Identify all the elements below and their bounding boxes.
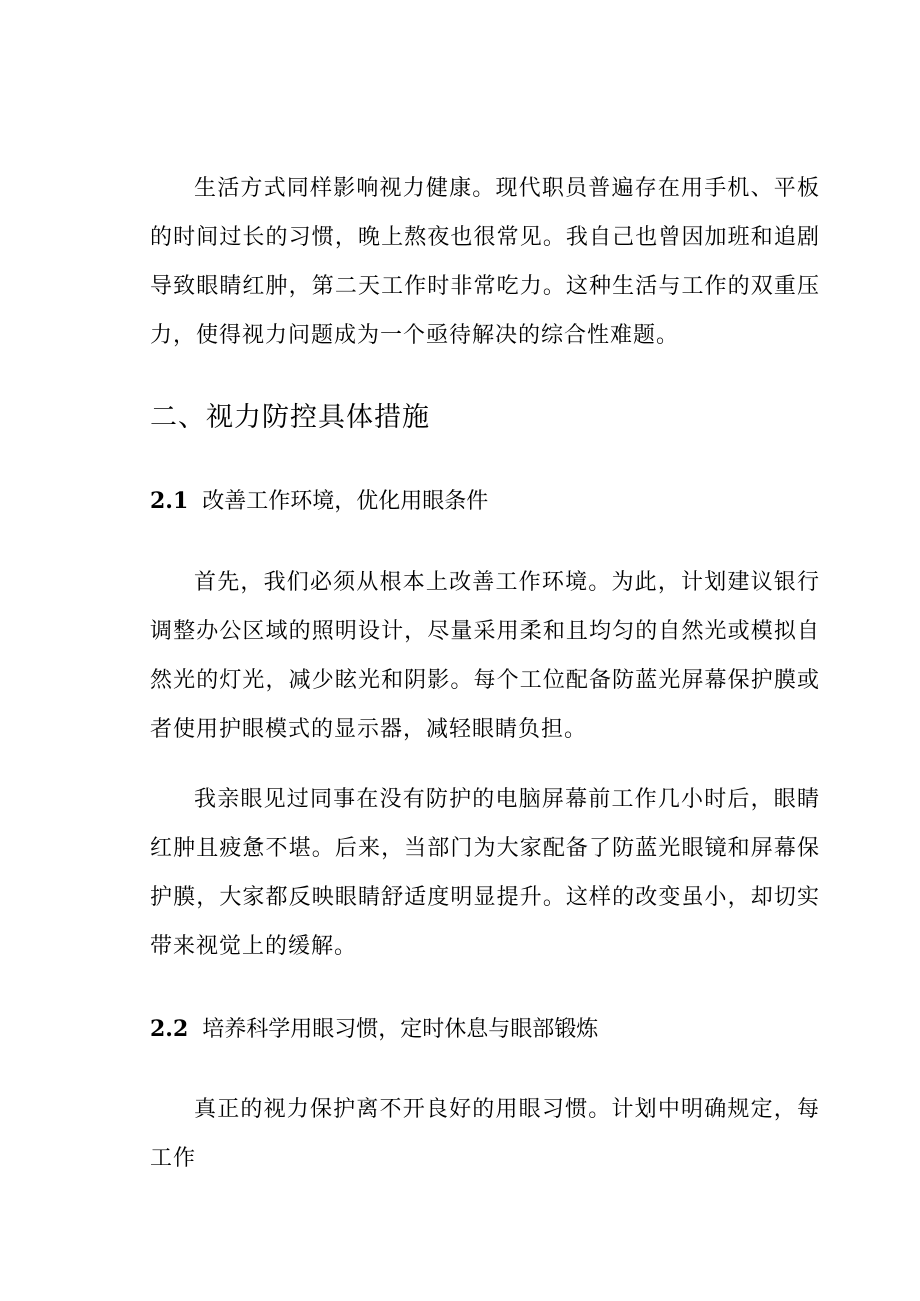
paragraph-eye-habits: 真正的视力保护离不开良好的用眼习惯。计划中明确规定，每工作	[150, 1097, 820, 1171]
subsection-number: 2.2	[150, 1016, 189, 1042]
subsection-title: 改善工作环境，优化用眼条件	[202, 489, 489, 514]
subsection-heading-2-2	[150, 1012, 598, 1047]
subsection-title: 培养科学用眼习惯，定时休息与眼部锻炼	[202, 1017, 599, 1042]
subsection-heading-2-1	[150, 484, 488, 519]
subsection-number: 2.1	[150, 488, 189, 514]
section-heading: 二、视力防控具体措施	[150, 402, 430, 433]
paragraph-lifestyle: 生活方式同样影响视力健康。现代职员普遍存在用手机、平板的时间过长的习惯，晚上熬夜也很常见。我自己也曾因加班和追剧导致眼睛红肿，第二天工作时非常吃力。这种生活与工作的双重压力，使得视力问题成为一个亟待解决的综合性难题。	[150, 176, 820, 348]
paragraph-colleague-experience: 我亲眼见过同事在没有防护的电脑屏幕前工作几小时后，眼睛红肿且疲惫不堪。后来，当部门为大家配备了防蓝光眼镜和屏幕保护膜，大家都反映眼睛舒适度明显提升。这样的改变虽小，却切实带来视觉上的缓解。	[150, 787, 820, 959]
paragraph-work-environment: 首先，我们必须从根本上改善工作环境。为此，计划建议银行调整办公区域的照明设计，尽量采用柔和且均匀的自然光或模拟自然光的灯光，减少眩光和阴影。每个工位配备防蓝光屏幕保护膜或者使用护眼模式的显示器，减轻眼睛负担。	[150, 570, 820, 742]
